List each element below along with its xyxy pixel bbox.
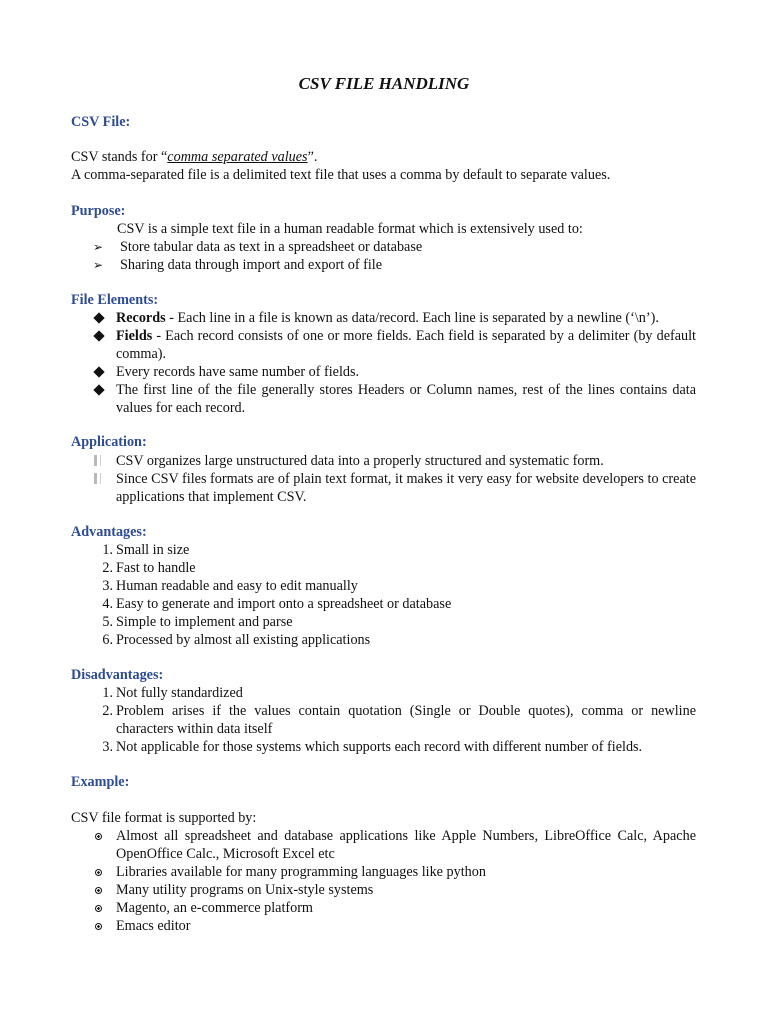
list-number: 3. — [102, 578, 113, 594]
arrow-bullet-icon: ➢ — [93, 258, 104, 272]
list-number: 5. — [102, 614, 113, 630]
list-item: Almost all spreadsheet and database applications like Apple Numbers, LibreOffice Calc, Apache OpenOffice Calc., Microsoft Excel etc — [0, 827, 768, 863]
list-item: Fields - Each record consists of one or more fields. Each field is separated by a delimiter (by default comma). — [0, 327, 768, 363]
list-number: 1. — [102, 685, 113, 701]
section-heading-disadvantages: Disadvantages: — [71, 667, 164, 683]
section-heading-advantages: Advantages: — [71, 524, 147, 540]
list-number: 3. — [102, 739, 113, 755]
list-number: 2. — [102, 560, 113, 576]
page-title: CSV FILE HANDLING — [298, 74, 470, 93]
circle-bullet-icon — [95, 887, 102, 894]
circle-bullet-icon — [95, 833, 102, 840]
example-list — [0, 827, 768, 935]
section-heading-example: Example: — [71, 774, 130, 790]
file-elements-list — [0, 309, 768, 417]
list-item: 5. Simple to implement and parse — [0, 613, 768, 631]
list-item: 3. Human readable and easy to edit manually — [0, 577, 768, 595]
section-heading-csv-file: CSV File: — [71, 114, 131, 130]
list-item: 3. Not applicable for those systems which supports each record with different number of fields. — [0, 738, 768, 756]
list-number: 2. — [102, 703, 113, 719]
section-heading-file-elements: File Elements: — [71, 292, 159, 308]
list-item: CSV organizes large unstructured data into a properly structured and systematic form. — [0, 452, 768, 470]
list-item: 2. Fast to handle — [0, 559, 768, 577]
csv-definition-prefix: CSV stands for “ — [71, 149, 168, 165]
list-item: Many utility programs on Unix-style systems — [0, 881, 768, 899]
list-number: 4. — [102, 596, 113, 612]
list-item: Libraries available for many programming languages like python — [0, 863, 768, 881]
list-item: Every records have same number of fields. — [0, 363, 768, 381]
list-item: The first line of the file generally stores Headers or Column names, rest of the lines contains data values for each record. — [0, 381, 768, 417]
csv-definition-suffix: ”. — [307, 149, 318, 165]
example-intro: CSV file format is supported by: — [71, 810, 257, 826]
section-heading-purpose: Purpose: — [71, 203, 126, 219]
list-item: 2. Problem arises if the values contain quotation (Single or Double quotes), comma or newline characters within data itself — [0, 702, 768, 738]
diamond-bullet-icon — [93, 312, 104, 323]
list-item: Emacs editor — [0, 917, 768, 935]
purpose-intro: CSV is a simple text file in a human readable format which is extensively used to: — [117, 221, 583, 237]
purpose-list — [0, 238, 768, 274]
csv-definition-emphasis: comma separated values — [167, 149, 308, 165]
list-item: 6. Processed by almost all existing applications — [0, 631, 768, 649]
csv-description-line: A comma-separated file is a delimited text file that uses a comma by default to separate values. — [71, 167, 611, 183]
csv-definition-line — [71, 148, 697, 166]
list-number: 6. — [102, 632, 113, 648]
diamond-bullet-icon — [93, 366, 104, 377]
diamond-bullet-icon — [93, 384, 104, 395]
advantages-list — [0, 541, 768, 649]
list-item: Magento, an e-commerce platform — [0, 899, 768, 917]
list-item: ➢ Store tabular data as text in a spreadsheet or database — [93, 239, 423, 255]
diamond-bullet-icon — [93, 330, 104, 341]
section-heading-application: Application: — [71, 434, 147, 450]
circle-bullet-icon — [95, 905, 102, 912]
list-item: 1. Not fully standardized — [0, 684, 768, 702]
bar-bullet-icon — [94, 455, 101, 466]
bar-bullet-icon — [94, 473, 101, 484]
arrow-bullet-icon: ➢ — [93, 240, 104, 254]
circle-bullet-icon — [95, 869, 102, 876]
list-item: Since CSV files formats are of plain text format, it makes it very easy for website developers to create applications that implement CSV. — [0, 470, 768, 506]
disadvantages-list — [0, 684, 768, 756]
list-number: 1. — [102, 542, 113, 558]
list-item: 1. Small in size — [0, 541, 768, 559]
circle-bullet-icon — [95, 923, 102, 930]
list-item: Records - Each line in a file is known as data/record. Each line is separated by a newline (‘\n’). — [0, 309, 768, 327]
application-list — [0, 452, 768, 506]
list-item: ➢ Sharing data through import and export of file — [93, 257, 383, 273]
list-item: 4. Easy to generate and import onto a spreadsheet or database — [0, 595, 768, 613]
